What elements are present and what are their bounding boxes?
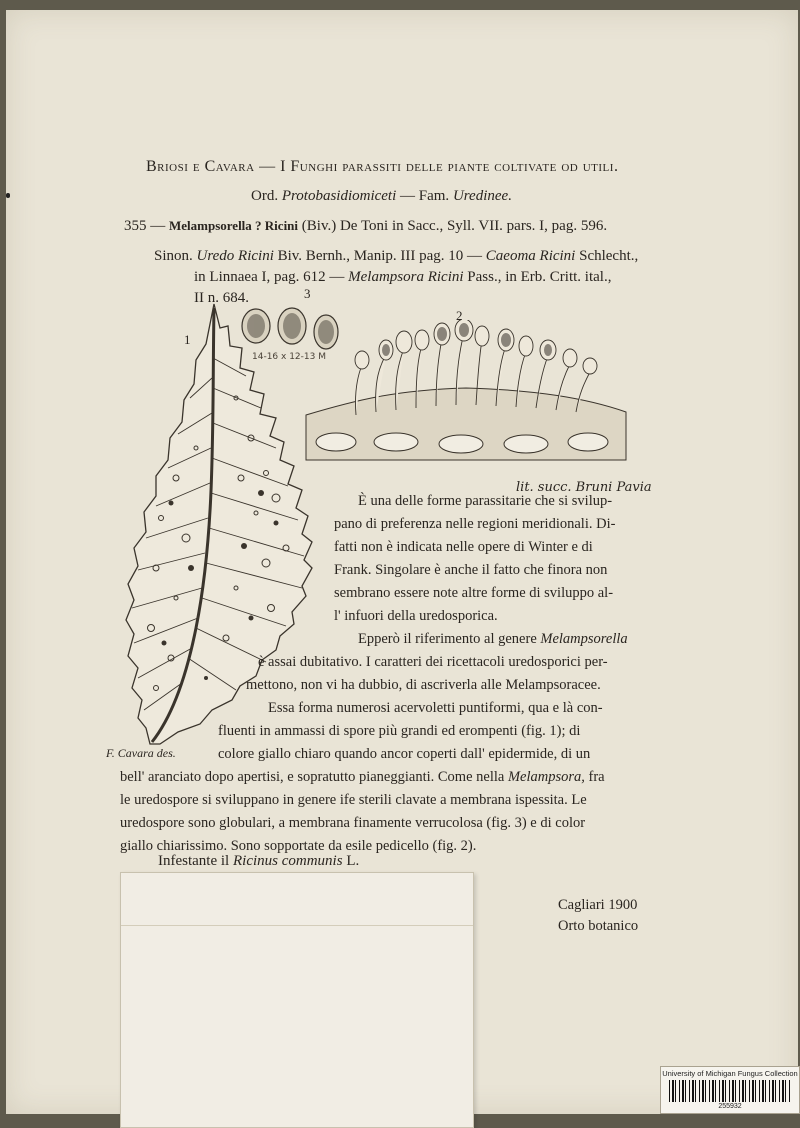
description-line-16: giallo chiarissimo. Sono sopportate da esile pedicello (fig. 2). [120, 838, 477, 854]
description-line-10: Essa forma numerosi acervoletti puntiformi, qua e là con- [268, 700, 603, 716]
ord-label: Ord. [251, 188, 279, 204]
synonym-uredo: Uredo Ricini [196, 248, 274, 264]
header-work-title: I Funghi parassiti delle piante coltivate od utili. [280, 158, 619, 175]
description-line-7 [358, 628, 628, 651]
synonyms-line-1 [154, 246, 638, 267]
fig-3-label: 3 [304, 286, 311, 301]
species-number: 355 [124, 218, 147, 234]
description-line-1: È una delle forme parassitarie che si svilup- [358, 493, 613, 509]
header-authors: Briosi e Cavara [146, 158, 255, 175]
description-line-6: l' infuori della uredosporica. [334, 608, 498, 624]
uredosorus-section-illustration [296, 320, 636, 480]
artist-signature: F. Cavara des. [106, 746, 176, 760]
description-line-13 [120, 766, 605, 789]
species-line [124, 218, 607, 235]
synonym-uredo-citation: Biv. Bernh., Manip. III pag. 10 — [277, 248, 483, 264]
fig-1-label: 1 [184, 332, 191, 347]
punch-mark [6, 193, 10, 198]
species-name: Melampsorella ? Ricini [169, 218, 299, 233]
header-title [146, 158, 618, 176]
synonyms-line-3: II n. 684. [194, 290, 249, 306]
sinon-label: Sinon. [154, 248, 193, 264]
synonym-caeoma-author: Schlecht., [579, 248, 639, 264]
locality-block [558, 895, 638, 937]
description-line-13-text: bell' aranciato dopo apertisi, e sopratutto pianeggianti. Come nella [120, 769, 505, 785]
species-citation: (Biv.) De Toni in Sacc., Syll. VII. pars. I, pag. 596. [301, 218, 608, 234]
description-line-7-text: Epperò il riferimento al genere [358, 631, 537, 647]
description-line-13-end: fra [588, 769, 605, 785]
description-line-15: uredospore sono globulari, a membrana finamente verrucolosa (fig. 3) e di color [120, 815, 586, 831]
description-line-8: è assai dubitativo. I caratteri dei ricettacoli uredosporici per- [258, 654, 608, 670]
genus-melampsora: Melampsora, [507, 769, 585, 785]
herbarium-sheet [6, 10, 798, 1114]
barcode-label [660, 1066, 800, 1114]
host-line [158, 853, 359, 870]
barcode-number: 255932 [718, 1103, 742, 1110]
description-line-11: fluenti in ammassi di spore più grandi ed erompenti (fig. 1); di [218, 723, 581, 739]
description-line-5: sembrano essere note altre forme di sviluppo al- [334, 585, 614, 601]
description-line-4: Frank. Singolare è anche il fatto che finora non [334, 562, 608, 578]
locality-site: Orto botanico [558, 918, 639, 934]
fig-3-caption: 14-16 x 12-13 M [252, 352, 326, 362]
synonym-melampsora: Melampsora Ricini [348, 269, 464, 285]
barcode-institution: University of Michigan Fungus Collection [662, 1069, 798, 1078]
classification-sep: — [400, 188, 416, 204]
specimen-envelope[interactable] [120, 872, 474, 1128]
barcode-bars [669, 1080, 791, 1102]
classification-line [251, 188, 512, 205]
description-line-9: mettono, non vi ha dubbio, di ascriverla alle Melampsoracee. [246, 677, 601, 693]
fig-2-label: 2 [456, 308, 463, 323]
fam-label: Fam. [418, 188, 450, 204]
envelope-flap [121, 925, 473, 926]
lithographer-credit: lit. succ. Bruni Pavia [516, 480, 652, 495]
host-author: L. [346, 853, 360, 869]
fam-name: Uredinee. [452, 188, 512, 204]
host-name: Ricinus communis [232, 853, 343, 869]
host-label: Infestante il [158, 853, 230, 869]
genus-melampsorella: Melampsorella [540, 631, 628, 647]
synonym-linnaea: in Linnaea I, pag. 612 — [194, 269, 345, 285]
description-line-12: colore giallo chiaro quando ancor coperti dall' epidermide, di un [218, 746, 591, 762]
ord-name: Protobasidiomiceti [281, 188, 397, 204]
header-dash: — [259, 158, 276, 175]
description-line-14: le uredospore si sviluppano in genere ife sterili clavate a membrana ispessita. Le [120, 792, 587, 808]
description-line-2: pano di preferenza nelle regioni meridionali. Di- [334, 516, 616, 532]
synonym-melampsora-citation: Pass., in Erb. Critt. ital., [467, 269, 612, 285]
description-line-3: fatti non è indicata nelle opere di Winter e di [334, 539, 593, 555]
synonym-caeoma: Caeoma Ricini [485, 248, 576, 264]
synonyms-line-2 [154, 267, 638, 288]
species-dash: — [150, 218, 166, 234]
locality-place-date: Cagliari 1900 [558, 897, 638, 913]
